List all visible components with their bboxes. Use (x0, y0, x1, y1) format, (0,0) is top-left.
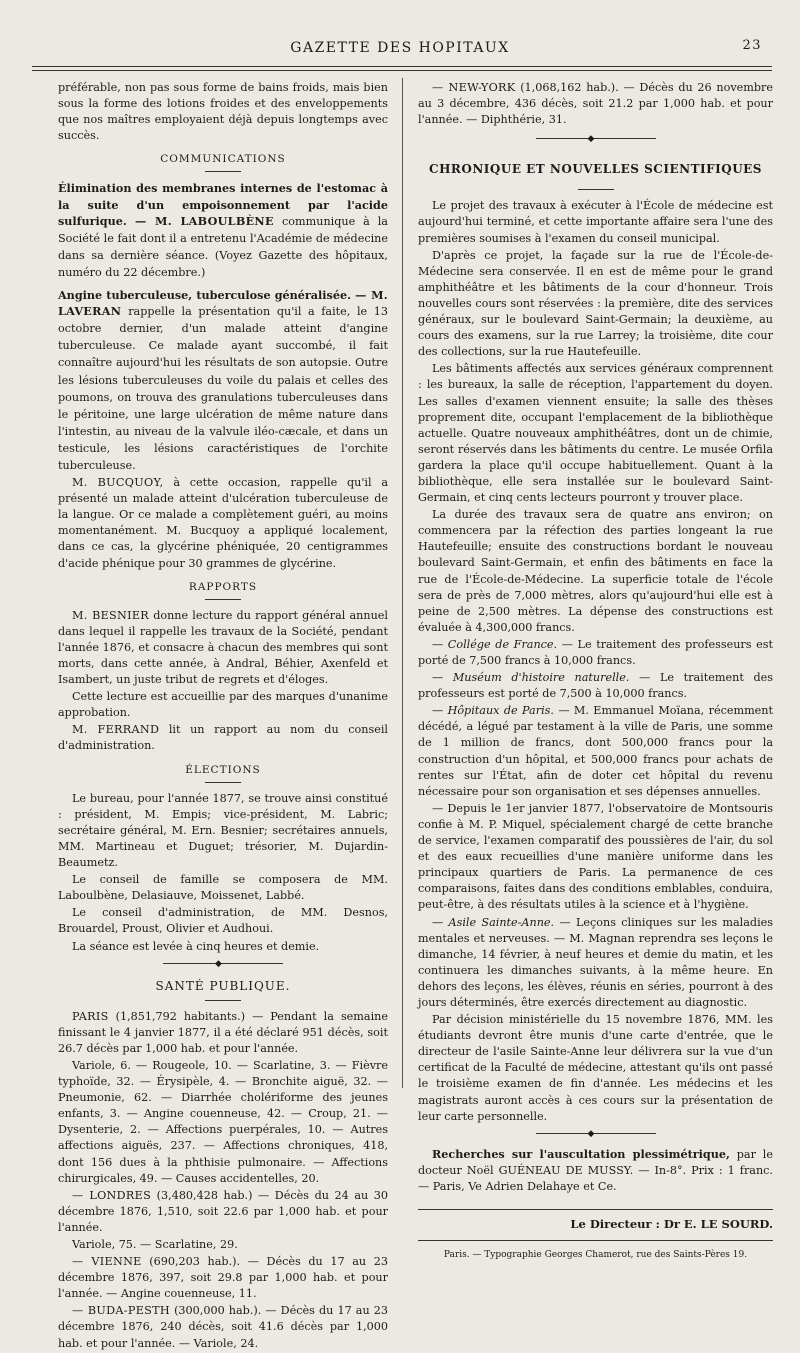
elections-paragraph-3: Le conseil d'administration, de MM. Desnos, Brouardel, Proust, Olivier et Audhoui. (58, 906, 388, 936)
asile-label: — Asile Sainte-Anne. (432, 915, 555, 929)
angine-article (58, 287, 388, 474)
recherches-text: par le docteur Noël GUÉNEAU DE MUSSY. — In-8°. Prix : 1 franc. — Paris, Ve Adrien Delahaye et Ce. (418, 1147, 773, 1193)
heading-rule (205, 599, 241, 600)
communications-heading: COMMUNICATIONS (160, 153, 286, 166)
besnier-paragraph (58, 608, 388, 688)
hopitaux-label: — Hôpitaux de Paris. (432, 704, 554, 718)
besnier-paragraph-2: Cette lecture est accueillie par des marques d'unanime approbation. (58, 690, 388, 720)
bucquoy-author: M. BUCQUOY, (72, 476, 164, 490)
chronique-paragraph-3: Les bâtiments affectés aux services généraux comprennent : les bureaux, la salle de réception, l'appartement du doyen. Les salles d'examen viennent ensuite; la salle des thèses proprement dite, occupant l'emplacement de la bibliothèque actuelle. Quatre nouveaux amphithéâtres, dont un de chimie, seront réservés dans les bâtiments du centre. Le musée Orfila gardera la place qu'il occupe habituellement. Quant à la bibliothèque, elle sera installée sur le boulevard Saint-Germain, et cinq cents lecteurs pourront y trouver place. (418, 362, 773, 505)
museum-text: — Le traitement des professeurs est porté de 7,500 à 10,000 francs. (418, 671, 773, 701)
newyork-text: (1,068,162 hab.). — Décès du 26 novembre au 3 décembre, 436 décès, soit 21.2 par 1,000 hab. et pour l'année. — Diphthérie, 31. (418, 81, 773, 127)
museum-paragraph (418, 670, 773, 702)
right-column (418, 80, 773, 1263)
bucquoy-text: à cette occasion, rappelle qu'il a présenté un malade atteint d'ulcération tuberculeuse de la langue. Or ce malade a complètement guéri, au moins momentanément. M. Bucquoy a appliqué localement, dans ce cas, la glycérine phéniquée, 20 centigrammes d'acide phénique pour 30 grammes de glycérine. (58, 476, 388, 570)
college-text: — Le traitement des professeurs est porté de 7,500 francs à 10,000 francs. (418, 637, 773, 667)
angine-text: rappelle la présentation qu'il a faite, le 13 octobre dernier, d'un malade atteint d'angine tuberculeuse. Ce malade ayant succombé, il fait connaître aujourd'hui les résultats de son autopsie. Outre les lésions tuberculeuses du voile du palais et celles des poumons, on trouva des granulations tuberculeuses dans le péritoine, une large ulcération de même nature dans l'intestin, au niveau de la valvule iléo-cæcale, et dans un testicule, les lésions caractéristiques de l'orchite tuberculeuse. (58, 305, 388, 472)
angine-title: Angine tuberculeuse, tuberculose généralisée. (58, 288, 351, 303)
header-rule (32, 66, 772, 67)
heading-rule (205, 782, 241, 783)
heading-rule (205, 171, 241, 172)
londres-causes: Variole, 75. — Scarlatine, 29. (72, 1238, 238, 1251)
elimination-text: communique à la Société le fait dont il a entretenu l'Académie de médecine dans sa dernière séance. (Voyez Gazette des hôpitaux, numéro du 22 décembre.) (58, 214, 388, 279)
chronique-paragraph-4: La durée des travaux sera de quatre ans environ; on commencera par la réfection des parties longeant la rue Hautefeuille; ensuite des constructions bordant le nouveau boulevard Saint-Germain, et enfin des bâtiments en face la rue de l'École-de-Médecine. La superficie totale de l'école sera de près de 7,000 mètres, alors qu'aujourd'hui elle est à peine de 2,500 mètres. La dépense des constructions est évaluée à 4,300,000 francs. (418, 508, 773, 634)
college-label: — Collége de France. (432, 637, 558, 651)
asile-text: — Leçons cliniques sur les maladies mentales et nerveuses. — M. Magnan reprendra ses leçons le dimanche, 14 février, à neuf heures et demie du matin, et les continuera les dimanches suivants, à la même heure. En dehors des leçons, les élèves, réunis en séries, pourront à des jours déterminés, être exercés directement au diagnostic. (418, 915, 774, 1009)
buda-label: — BUDA-PESTH (72, 1304, 170, 1318)
chronique-paragraph-1: Le projet des travaux à exécuter à l'École de médecine est aujourd'hui terminé, et cette importante affaire sera l'une des premières soumises à l'examen du conseil municipal. (418, 199, 773, 245)
elimination-title: Élimination des membranes internes de l'estomac à la suite d'un empoisonnement par l'acide sulfurique. (58, 181, 388, 228)
paris-causes: Variole, 6. — Rougeole, 10. — Scarlatine, 3. — Fièvre typhoïde, 32. — Érysipèle, 4. — Bronchite aiguë, 32. — Pneumonie, 62. — Diarrhée cholériforme des jeunes enfants, 3. — Angine couenneuse, 42. — Croup, 21. — Dysenterie, 2. — Affections puerpérales, 10. — Autres affections aiguës, 237. — Affections chroniques, 418, dont 156 dues à la phthisie pulmonaire. — Affections chirurgicales, 49. — Causes accidentelles, 20. (58, 1058, 388, 1185)
museum-label: — Muséum d'histoire naturelle. (432, 671, 630, 685)
recherches-title: Recherches sur l'auscultation plessimétrique, (432, 1146, 730, 1161)
heading-rule (205, 1000, 241, 1001)
besnier-author: M. BESNIER (72, 608, 150, 622)
newyork-paragraph (418, 80, 773, 128)
elections-paragraph-2: Le conseil de famille se composera de MM. Laboulbène, Delasiauve, Moissenet, Labbé. (58, 873, 388, 903)
elections-paragraph-1: Le bureau, pour l'année 1877, se trouve ainsi constitué : président, M. Empis; vice-président, M. Labric; secrétaire général, M. Ern. Besnier; secrétaires annuels, MM. Martineau et Duguet; trésorier, M. Dujardin-Beaumetz. (58, 791, 388, 870)
newyork-label: — NEW-YORK (432, 81, 516, 94)
directeur-signature: Le Directeur : Dr E. LE SOURD. (418, 1209, 773, 1232)
elections-paragraph-4: La séance est levée à cinq heures et demie. (72, 939, 320, 953)
journal-title: GAZETTE DES HOPITAUX (290, 40, 510, 56)
vienne-text: (690,203 hab.). — Décès du 17 au 23 décembre 1876, 397, soit 29.8 par 1,000 hab. et pour l'année. — Angine couenneuse, 11. (58, 1255, 388, 1301)
elimination-author: — M. LABOULBÈNE (135, 213, 274, 228)
vienne-label: — VIENNE (72, 1255, 142, 1269)
besnier-text: donne lecture du rapport général annuel dans lequel il rappelle les travaux de la Société, pendant l'année 1876, et consacre à chacun des membres qui sont morts, dans cette année, à Andral, Béhier, Axenfeld et Isambert, un juste tribut de regrets et d'éloges. (58, 608, 388, 687)
londres-paragraph (58, 1188, 388, 1236)
sante-heading: SANTÉ PUBLIQUE. (155, 978, 291, 993)
recherches-paragraph (418, 1146, 773, 1195)
section-ornament (536, 138, 656, 141)
angine-author: — M. LAVERAN (58, 288, 388, 319)
vienne-paragraph (58, 1254, 388, 1302)
section-ornament (536, 1133, 656, 1136)
londres-text: (3,480,428 hab.) — Décès du 24 au 30 décembre 1876, 1,510, soit 22.6 par 1,000 hab. et pour l'année. (58, 1188, 389, 1234)
buda-text: (300,000 hab.). — Décès du 17 au 23 décembre 1876, 240 décès, soit 41.6 décès par 1,000 hab. et pour l'année. — Variole, 24. (58, 1304, 389, 1350)
printer-line: Paris. — Typographie Georges Chamerot, rue des Saints-Pères 19. (418, 1240, 773, 1263)
hopitaux-paragraph (418, 703, 773, 800)
elections-heading: ÉLECTIONS (185, 763, 261, 776)
header-rule-double (32, 70, 772, 71)
page-number: 23 (742, 38, 762, 53)
ferrand-text: lit un rapport au nom du conseil d'administration. (58, 723, 388, 753)
left-column (58, 80, 388, 1353)
intro-paragraph: préférable, non pas sous forme de bains froids, mais bien sous la forme des lotions froides et des enveloppements que nos maîtres employaient déjà depuis longtemps avec succès. (58, 81, 388, 143)
asile-paragraph (418, 915, 773, 1012)
londres-label: — LONDRES (72, 1188, 152, 1202)
decision-paragraph: Par décision ministérielle du 15 novembre 1876, MM. les étudiants devront être munis d'une carte d'entrée, que le directeur de l'asile Sainte-Anne leur délivrera sur la vue d'un certificat de la Faculté de médecine, attestant qu'ils ont passé le troisième examen de fin d'année. Les médecins et les magistrats auront accès à ces cours sur la présentation de leur carte personnelle. (418, 1013, 773, 1123)
column-separator (402, 78, 403, 1088)
rapports-heading: RAPPORTS (188, 580, 258, 593)
paris-label: PARIS (72, 1009, 109, 1023)
page-header (30, 40, 770, 64)
hopitaux-text: — M. Emmanuel Moïana, récemment décédé, a légué par testament à la ville de Paris, une somme de 1 million de francs, dont 500,000 francs pour la construction d'un hôpital, et 500,000 francs pour achats de rentes sur l'État, afin de doter cet hôpital du revenu nécessaire pour son organisation et ses dépenses annuelles. (418, 704, 773, 798)
college-paragraph (418, 637, 773, 669)
chronique-paragraph-2: D'après ce projet, la façade sur la rue de l'École-de-Médecine sera conservée. Il en est de même pour le grand amphithéâtre et les bâtiments de la cour d'honneur. Trois nouvelles cours sont réservées : la première, dite des services généraux, sur le boulevard Saint-Germain; la deuxième, au cours des examens, sur la rue Larrey; la troisième, dite cour des collections, sur la rue Hautefeuille. (418, 248, 773, 359)
buda-paragraph (58, 1303, 388, 1351)
paris-text: (1,851,792 habitants.) — Pendant la semaine finissant le 4 janvier 1877, il a été déclaré 951 décès, soit 26.7 décès par 1,000 hab. et pour l'année. (58, 1009, 388, 1055)
elimination-article (58, 180, 388, 281)
heading-rule (578, 189, 614, 190)
chronique-heading: CHRONIQUE ET NOUVELLES SCIENTIFIQUES (429, 162, 762, 177)
ferrand-author: M. FERRAND (72, 723, 160, 737)
paris-paragraph (58, 1009, 388, 1057)
montsouris-paragraph: — Depuis le 1er janvier 1877, l'observatoire de Montsouris confie à M. P. Miquel, spécialement chargé de cette branche de service, l'examen comparatif des poussières de l'air, du sol et des eaux recueillies d'une manière uniforme dans les principaux quartiers de Paris. La permanence de ces comparaisons, faites dans des conditions emblables, conduira, peut-être, à des résultats utiles à la science et à l'hygiène. (418, 801, 773, 912)
section-ornament (163, 963, 283, 966)
bucquoy-paragraph (58, 475, 388, 572)
ferrand-paragraph (58, 722, 388, 754)
